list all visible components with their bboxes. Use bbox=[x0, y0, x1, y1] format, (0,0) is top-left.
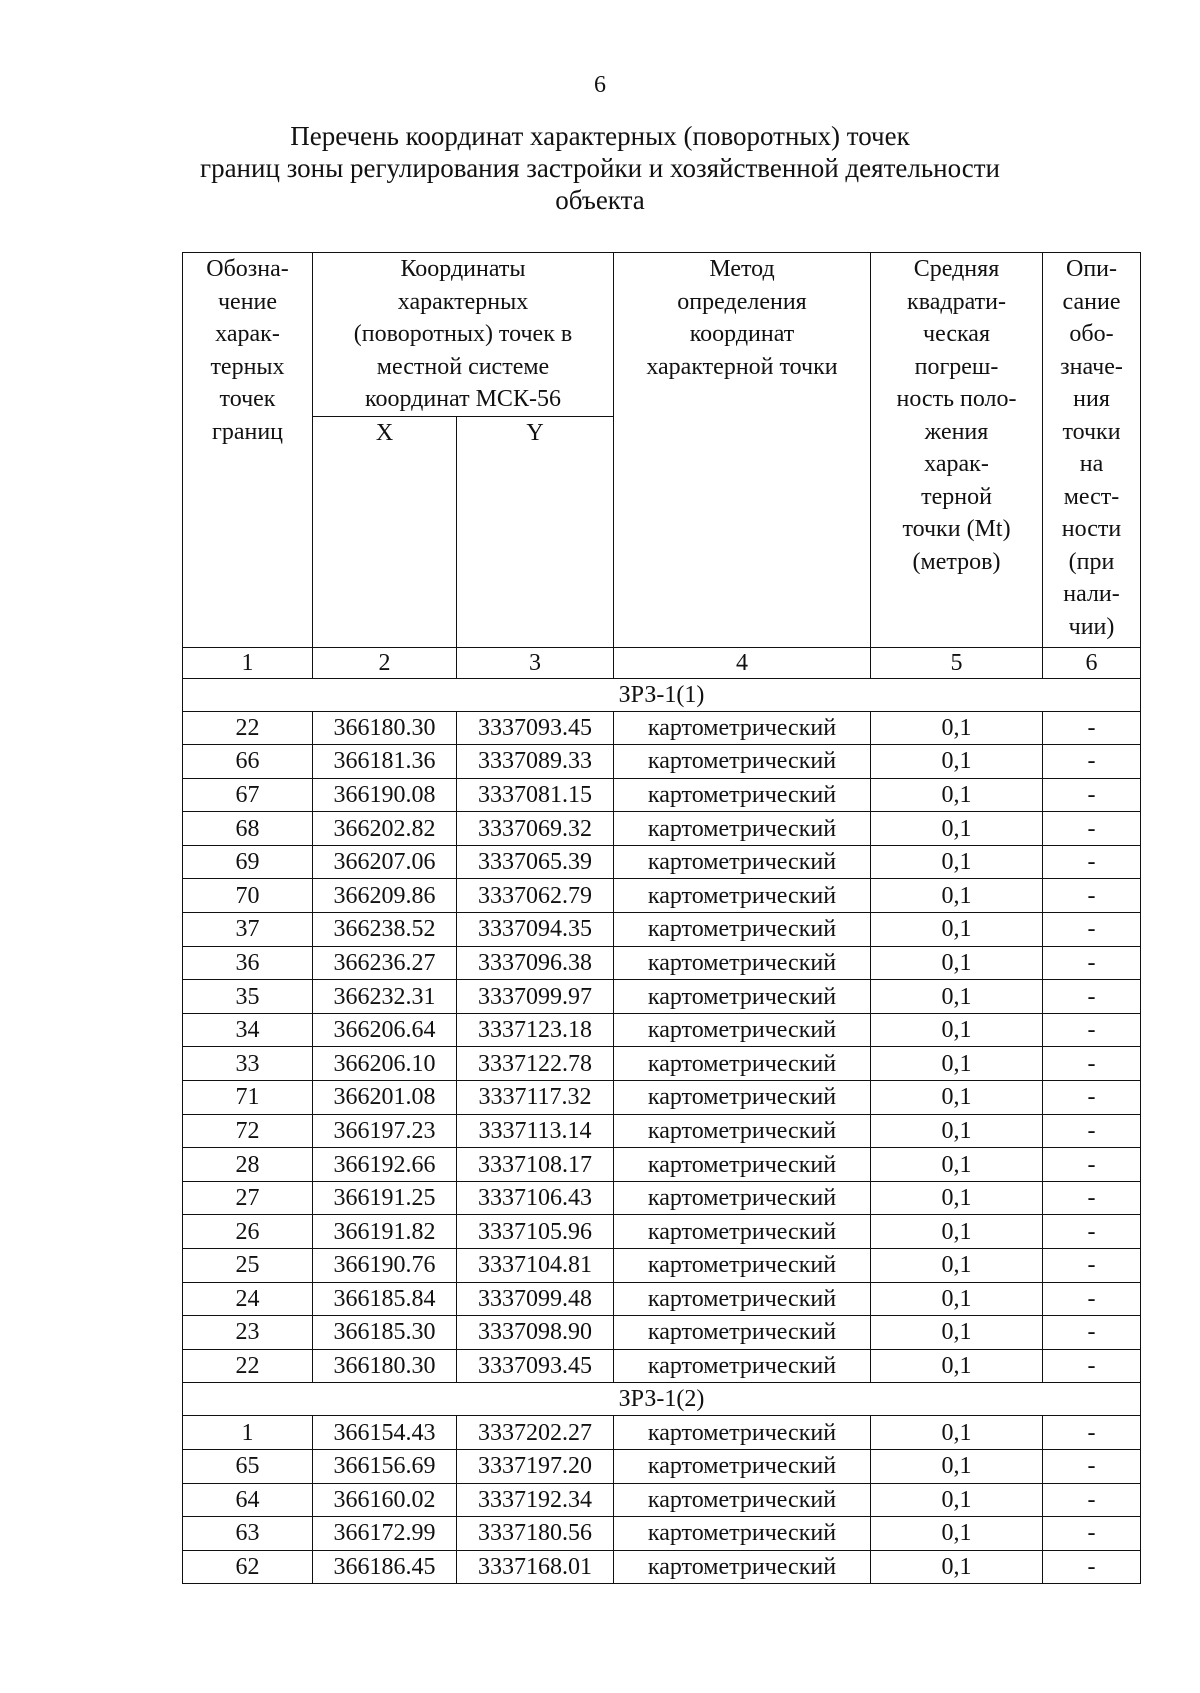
point-number-cell: 65 bbox=[183, 1449, 313, 1483]
method-cell: картометрический bbox=[614, 1249, 871, 1283]
mean-error-cell: 0,1 bbox=[871, 745, 1043, 779]
y-coordinate-cell: 3337108.17 bbox=[457, 1148, 614, 1182]
y-coordinate-cell: 3337105.96 bbox=[457, 1215, 614, 1249]
mean-error-cell: 0,1 bbox=[871, 1483, 1043, 1517]
point-number-cell: 27 bbox=[183, 1181, 313, 1215]
point-number-cell: 63 bbox=[183, 1517, 313, 1551]
x-coordinate-cell: 366207.06 bbox=[313, 845, 457, 879]
header-line: характерной точки bbox=[646, 353, 838, 380]
method-cell: картометрический bbox=[614, 1517, 871, 1551]
header-line: Координаты bbox=[400, 256, 526, 282]
mean-error-cell: 0,1 bbox=[871, 946, 1043, 980]
table-row bbox=[183, 1181, 1141, 1215]
method-cell: картометрический bbox=[614, 745, 871, 779]
point-number-cell: 68 bbox=[183, 812, 313, 846]
header-line: местной системе bbox=[376, 353, 550, 380]
method-cell: картометрический bbox=[614, 913, 871, 947]
x-coordinate-cell: 366206.10 bbox=[313, 1047, 457, 1081]
x-coordinate-cell: 366181.36 bbox=[313, 745, 457, 779]
header-line: координат bbox=[689, 321, 795, 347]
mean-error-cell: 0,1 bbox=[871, 1114, 1043, 1148]
table-row bbox=[183, 1349, 1141, 1383]
y-coordinate-cell: 3337093.45 bbox=[457, 711, 614, 745]
x-coordinate-cell: 366180.30 bbox=[313, 1349, 457, 1383]
x-coordinate-cell: 366190.08 bbox=[313, 778, 457, 812]
point-number-cell: 69 bbox=[183, 845, 313, 879]
description-cell: - bbox=[1043, 812, 1141, 846]
table-row bbox=[183, 778, 1141, 812]
point-number-cell: 37 bbox=[183, 913, 313, 947]
description-cell: - bbox=[1043, 1449, 1141, 1483]
description-cell: - bbox=[1043, 1517, 1141, 1551]
description-cell: - bbox=[1043, 1081, 1141, 1115]
header-line: характерных bbox=[397, 288, 529, 315]
y-coordinate-cell: 3337069.32 bbox=[457, 812, 614, 846]
column-number: 1 bbox=[183, 647, 313, 678]
description-cell: - bbox=[1043, 1114, 1141, 1148]
header-line: Метод bbox=[709, 256, 775, 282]
header-description bbox=[1043, 253, 1141, 648]
y-coordinate-cell: 3337099.97 bbox=[457, 980, 614, 1014]
y-coordinate-cell: 3337098.90 bbox=[457, 1316, 614, 1350]
zone-name: ЗРЗ-1(1) bbox=[183, 678, 1141, 711]
header-line: (метров) bbox=[912, 548, 1001, 575]
mean-error-cell: 0,1 bbox=[871, 1349, 1043, 1383]
mean-error-cell: 0,1 bbox=[871, 879, 1043, 913]
x-coordinate-cell: 366154.43 bbox=[313, 1416, 457, 1450]
point-number-cell: 22 bbox=[183, 711, 313, 745]
mean-error-cell: 0,1 bbox=[871, 778, 1043, 812]
table-row bbox=[183, 812, 1141, 846]
method-cell: картометрический bbox=[614, 845, 871, 879]
point-number-cell: 33 bbox=[183, 1047, 313, 1081]
y-coordinate-cell: 3337081.15 bbox=[457, 778, 614, 812]
header-x: X bbox=[313, 416, 457, 647]
y-coordinate-cell: 3337104.81 bbox=[457, 1249, 614, 1283]
header-line: Опи- bbox=[1065, 256, 1117, 282]
method-cell: картометрический bbox=[614, 1148, 871, 1182]
mean-error-cell: 0,1 bbox=[871, 1550, 1043, 1584]
column-number: 3 bbox=[457, 647, 614, 678]
header-line: (при bbox=[1068, 548, 1115, 575]
y-coordinate-cell: 3337094.35 bbox=[457, 913, 614, 947]
method-cell: картометрический bbox=[614, 1316, 871, 1350]
point-number-cell: 24 bbox=[183, 1282, 313, 1316]
method-cell: картометрический bbox=[614, 980, 871, 1014]
point-number-cell: 34 bbox=[183, 1013, 313, 1047]
method-cell: картометрический bbox=[614, 1047, 871, 1081]
header-line: терной bbox=[921, 483, 992, 510]
description-cell: - bbox=[1043, 1282, 1141, 1316]
column-number: 2 bbox=[313, 647, 457, 678]
table-row bbox=[183, 1249, 1141, 1283]
header-line: Обозна- bbox=[206, 256, 289, 282]
description-cell: - bbox=[1043, 1047, 1141, 1081]
x-coordinate-cell: 366156.69 bbox=[313, 1449, 457, 1483]
y-coordinate-cell: 3337089.33 bbox=[457, 745, 614, 779]
header-line: харак- bbox=[924, 451, 989, 477]
header-mean-error bbox=[871, 253, 1043, 648]
mean-error-cell: 0,1 bbox=[871, 1148, 1043, 1182]
header-line: харак- bbox=[215, 321, 280, 347]
point-number-cell: 35 bbox=[183, 980, 313, 1014]
point-number-cell: 62 bbox=[183, 1550, 313, 1584]
point-number-cell: 64 bbox=[183, 1483, 313, 1517]
x-coordinate-cell: 366197.23 bbox=[313, 1114, 457, 1148]
coordinates-table bbox=[182, 252, 1141, 1584]
column-number: 6 bbox=[1043, 647, 1141, 678]
description-cell: - bbox=[1043, 711, 1141, 745]
point-number-cell: 71 bbox=[183, 1081, 313, 1115]
header-line: чии) bbox=[1068, 613, 1115, 640]
header-line: ческая bbox=[923, 321, 990, 347]
mean-error-cell: 0,1 bbox=[871, 1416, 1043, 1450]
method-cell: картометрический bbox=[614, 1114, 871, 1148]
x-coordinate-cell: 366209.86 bbox=[313, 879, 457, 913]
table-row bbox=[183, 1282, 1141, 1316]
description-cell: - bbox=[1043, 778, 1141, 812]
x-coordinate-cell: 366191.25 bbox=[313, 1181, 457, 1215]
mean-error-cell: 0,1 bbox=[871, 845, 1043, 879]
header-line: жения bbox=[924, 418, 989, 445]
description-cell: - bbox=[1043, 980, 1141, 1014]
header-point-designation bbox=[183, 253, 313, 648]
header-line: ности bbox=[1061, 516, 1122, 542]
header-line: чение bbox=[217, 288, 278, 315]
table-row bbox=[183, 1416, 1141, 1450]
x-coordinate-cell: 366232.31 bbox=[313, 980, 457, 1014]
method-cell: картометрический bbox=[614, 1349, 871, 1383]
description-cell: - bbox=[1043, 1215, 1141, 1249]
y-coordinate-cell: 3337065.39 bbox=[457, 845, 614, 879]
y-coordinate-cell: 3337117.32 bbox=[457, 1081, 614, 1115]
header-coordinates bbox=[313, 253, 614, 417]
header-line: точки bbox=[1062, 418, 1121, 445]
description-cell: - bbox=[1043, 1416, 1141, 1450]
table-row bbox=[183, 913, 1141, 947]
description-cell: - bbox=[1043, 1013, 1141, 1047]
description-cell: - bbox=[1043, 879, 1141, 913]
point-number-cell: 26 bbox=[183, 1215, 313, 1249]
title-line-1: Перечень координат характерных (поворотных) точек bbox=[290, 121, 910, 151]
header-line: значе- bbox=[1060, 353, 1123, 380]
y-coordinate-cell: 3337202.27 bbox=[457, 1416, 614, 1450]
table-row bbox=[183, 1114, 1141, 1148]
x-coordinate-cell: 366190.76 bbox=[313, 1249, 457, 1283]
zone-name: ЗРЗ-1(2) bbox=[183, 1383, 1141, 1416]
mean-error-cell: 0,1 bbox=[871, 1215, 1043, 1249]
document-title bbox=[0, 120, 1200, 216]
y-coordinate-cell: 3337122.78 bbox=[457, 1047, 614, 1081]
point-number-cell: 67 bbox=[183, 778, 313, 812]
mean-error-cell: 0,1 bbox=[871, 711, 1043, 745]
table-row bbox=[183, 1148, 1141, 1182]
method-cell: картометрический bbox=[614, 1449, 871, 1483]
table-row bbox=[183, 745, 1141, 779]
mean-error-cell: 0,1 bbox=[871, 812, 1043, 846]
point-number-cell: 1 bbox=[183, 1416, 313, 1450]
x-coordinate-cell: 366172.99 bbox=[313, 1517, 457, 1551]
mean-error-cell: 0,1 bbox=[871, 1517, 1043, 1551]
header-line: точек bbox=[219, 386, 276, 412]
x-coordinate-cell: 366192.66 bbox=[313, 1148, 457, 1182]
header-line: точки (Mt) bbox=[902, 516, 1011, 542]
point-number-cell: 70 bbox=[183, 879, 313, 913]
description-cell: - bbox=[1043, 1249, 1141, 1283]
y-coordinate-cell: 3337123.18 bbox=[457, 1013, 614, 1047]
y-coordinate-cell: 3337197.20 bbox=[457, 1449, 614, 1483]
y-coordinate-cell: 3337113.14 bbox=[457, 1114, 614, 1148]
point-number-cell: 23 bbox=[183, 1316, 313, 1350]
method-cell: картометрический bbox=[614, 1181, 871, 1215]
y-coordinate-cell: 3337192.34 bbox=[457, 1483, 614, 1517]
method-cell: картометрический bbox=[614, 1416, 871, 1450]
method-cell: картометрический bbox=[614, 1215, 871, 1249]
x-coordinate-cell: 366160.02 bbox=[313, 1483, 457, 1517]
table-row bbox=[183, 1550, 1141, 1584]
x-coordinate-cell: 366191.82 bbox=[313, 1215, 457, 1249]
method-cell: картометрический bbox=[614, 1483, 871, 1517]
method-cell: картометрический bbox=[614, 778, 871, 812]
y-coordinate-cell: 3337096.38 bbox=[457, 946, 614, 980]
point-number-cell: 22 bbox=[183, 1349, 313, 1383]
description-cell: - bbox=[1043, 1316, 1141, 1350]
x-coordinate-cell: 366202.82 bbox=[313, 812, 457, 846]
table-row bbox=[183, 1517, 1141, 1551]
column-number: 5 bbox=[871, 647, 1043, 678]
method-cell: картометрический bbox=[614, 1013, 871, 1047]
y-coordinate-cell: 3337093.45 bbox=[457, 1349, 614, 1383]
x-coordinate-cell: 366185.30 bbox=[313, 1316, 457, 1350]
description-cell: - bbox=[1043, 1181, 1141, 1215]
table-body bbox=[183, 678, 1141, 1584]
header-line: ния bbox=[1073, 386, 1110, 412]
y-coordinate-cell: 3337062.79 bbox=[457, 879, 614, 913]
column-numbers-row bbox=[183, 647, 1141, 678]
mean-error-cell: 0,1 bbox=[871, 1081, 1043, 1115]
description-cell: - bbox=[1043, 946, 1141, 980]
title-line-2: границ зоны регулирования застройки и хозяйственной деятельности bbox=[200, 153, 1000, 183]
header-line: (поворотных) точек в bbox=[353, 321, 573, 347]
table-row bbox=[183, 1316, 1141, 1350]
point-number-cell: 28 bbox=[183, 1148, 313, 1182]
title-line-3: объекта bbox=[555, 185, 645, 215]
x-coordinate-cell: 366180.30 bbox=[313, 711, 457, 745]
header-line: ность поло- bbox=[896, 386, 1017, 412]
mean-error-cell: 0,1 bbox=[871, 1449, 1043, 1483]
x-coordinate-cell: 366238.52 bbox=[313, 913, 457, 947]
method-cell: картометрический bbox=[614, 812, 871, 846]
y-coordinate-cell: 3337106.43 bbox=[457, 1181, 614, 1215]
description-cell: - bbox=[1043, 1550, 1141, 1584]
mean-error-cell: 0,1 bbox=[871, 1282, 1043, 1316]
header-method bbox=[614, 253, 871, 648]
header-line: на bbox=[1079, 451, 1104, 477]
description-cell: - bbox=[1043, 1349, 1141, 1383]
header-line: обо- bbox=[1069, 321, 1114, 347]
table-header bbox=[183, 253, 1141, 679]
mean-error-cell: 0,1 bbox=[871, 980, 1043, 1014]
page-number: 6 bbox=[594, 72, 606, 98]
header-line: Средняя bbox=[913, 256, 1000, 282]
table-row bbox=[183, 711, 1141, 745]
table-row bbox=[183, 1013, 1141, 1047]
description-cell: - bbox=[1043, 1148, 1141, 1182]
description-cell: - bbox=[1043, 1483, 1141, 1517]
column-number: 4 bbox=[614, 647, 871, 678]
header-line: погреш- bbox=[914, 353, 999, 380]
method-cell: картометрический bbox=[614, 711, 871, 745]
x-coordinate-cell: 366201.08 bbox=[313, 1081, 457, 1115]
point-number-cell: 72 bbox=[183, 1114, 313, 1148]
description-cell: - bbox=[1043, 745, 1141, 779]
header-line: терных bbox=[210, 353, 285, 380]
mean-error-cell: 0,1 bbox=[871, 1316, 1043, 1350]
zone-header-row bbox=[183, 1383, 1141, 1416]
x-coordinate-cell: 366185.84 bbox=[313, 1282, 457, 1316]
method-cell: картометрический bbox=[614, 1081, 871, 1115]
table-row bbox=[183, 845, 1141, 879]
method-cell: картометрический bbox=[614, 879, 871, 913]
header-line: границ bbox=[211, 418, 284, 445]
header-line: координат МСК-56 bbox=[365, 386, 561, 412]
mean-error-cell: 0,1 bbox=[871, 1047, 1043, 1081]
description-cell: - bbox=[1043, 913, 1141, 947]
method-cell: картометрический bbox=[614, 1282, 871, 1316]
header-line: сание bbox=[1062, 288, 1121, 315]
header-line: мест- bbox=[1063, 483, 1120, 510]
table-row bbox=[183, 1081, 1141, 1115]
mean-error-cell: 0,1 bbox=[871, 1249, 1043, 1283]
table-row bbox=[183, 946, 1141, 980]
point-number-cell: 36 bbox=[183, 946, 313, 980]
table-row bbox=[183, 879, 1141, 913]
mean-error-cell: 0,1 bbox=[871, 1013, 1043, 1047]
x-coordinate-cell: 366186.45 bbox=[313, 1550, 457, 1584]
header-line: нали- bbox=[1063, 581, 1120, 607]
y-coordinate-cell: 3337099.48 bbox=[457, 1282, 614, 1316]
description-cell: - bbox=[1043, 845, 1141, 879]
x-coordinate-cell: 366236.27 bbox=[313, 946, 457, 980]
y-coordinate-cell: 3337180.56 bbox=[457, 1517, 614, 1551]
method-cell: картометрический bbox=[614, 1550, 871, 1584]
x-coordinate-cell: 366206.64 bbox=[313, 1013, 457, 1047]
y-coordinate-cell: 3337168.01 bbox=[457, 1550, 614, 1584]
zone-header-row bbox=[183, 678, 1141, 711]
header-line: определения bbox=[677, 288, 807, 315]
table-row bbox=[183, 980, 1141, 1014]
mean-error-cell: 0,1 bbox=[871, 913, 1043, 947]
header-y: Y bbox=[457, 416, 614, 647]
mean-error-cell: 0,1 bbox=[871, 1181, 1043, 1215]
table-row bbox=[183, 1047, 1141, 1081]
point-number-cell: 66 bbox=[183, 745, 313, 779]
table-row bbox=[183, 1483, 1141, 1517]
table-row bbox=[183, 1449, 1141, 1483]
method-cell: картометрический bbox=[614, 946, 871, 980]
header-line: квадрати- bbox=[907, 288, 1006, 315]
table-row bbox=[183, 1215, 1141, 1249]
point-number-cell: 25 bbox=[183, 1249, 313, 1283]
